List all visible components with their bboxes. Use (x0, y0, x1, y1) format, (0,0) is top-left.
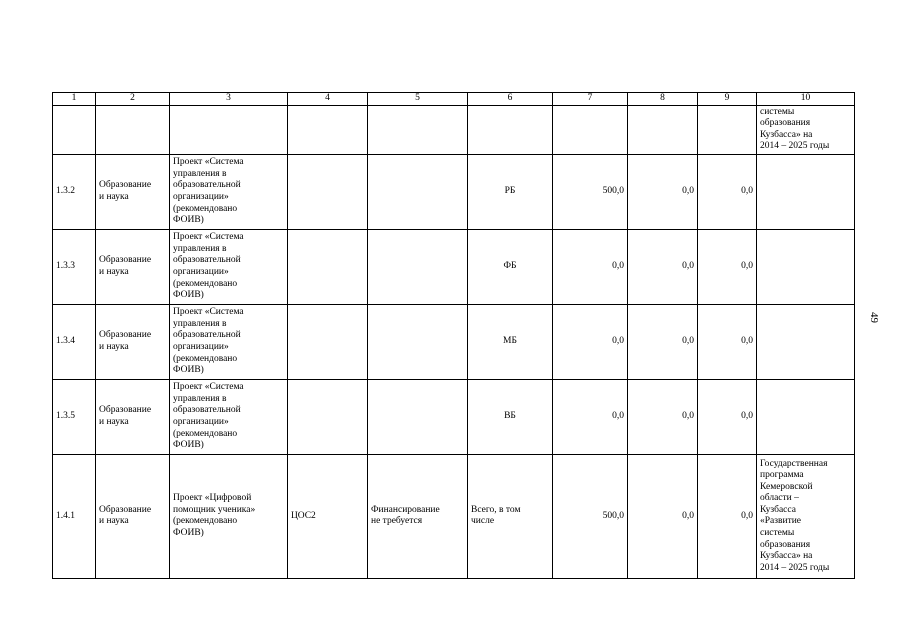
value-cell: 0,0 (698, 379, 757, 454)
cell (757, 229, 855, 304)
cell (368, 379, 468, 454)
cell (288, 154, 368, 229)
area-cell: Образование и наука (96, 229, 170, 304)
cell (553, 105, 628, 154)
value-cell: 0,0 (698, 154, 757, 229)
table-row (53, 154, 855, 229)
value-cell: 0,0 (553, 379, 628, 454)
item-code: 1.3.2 (53, 154, 96, 229)
program-name-cell: системы образования Кузбасса» на 2014 – 2025 годы (757, 105, 855, 154)
column-number: 5 (368, 93, 468, 106)
area-cell: Образование и наука (96, 154, 170, 229)
cell (368, 154, 468, 229)
item-code: 1.3.4 (53, 304, 96, 379)
project-cell: Проект «Система управления в образовательной организации» (рекомендовано ФОИВ) (170, 379, 288, 454)
funding-source: Всего, в том числе (468, 454, 553, 578)
project-cell: Проект «Цифровой помощник ученика» (рекомендовано ФОИВ) (170, 454, 288, 578)
column-number: 4 (288, 93, 368, 106)
cell (96, 105, 170, 154)
cell (53, 105, 96, 154)
value-cell: 0,0 (628, 229, 698, 304)
cell (698, 105, 757, 154)
value-cell: 0,0 (628, 454, 698, 578)
cell (757, 304, 855, 379)
funding-source: ФБ (468, 229, 553, 304)
cell (170, 105, 288, 154)
item-code: 1.4.1 (53, 454, 96, 578)
column-number: 6 (468, 93, 553, 106)
value-cell: 0,0 (628, 379, 698, 454)
column-number: 1 (53, 93, 96, 106)
project-cell: Проект «Система управления в образовательной организации» (рекомендовано ФОИВ) (170, 154, 288, 229)
value-cell: 500,0 (553, 154, 628, 229)
value-cell: 0,0 (553, 229, 628, 304)
cell (757, 154, 855, 229)
value-cell: 0,0 (628, 304, 698, 379)
column-number: 8 (628, 93, 698, 106)
cell (468, 105, 553, 154)
column-number-header-row (53, 93, 855, 106)
financing-note-cell: Финансирование не требуется (368, 454, 468, 578)
column-number: 3 (170, 93, 288, 106)
cell (368, 229, 468, 304)
cell (368, 105, 468, 154)
funding-source: МБ (468, 304, 553, 379)
column-number: 10 (757, 93, 855, 106)
cell (757, 379, 855, 454)
area-cell: Образование и наука (96, 454, 170, 578)
cell (288, 229, 368, 304)
program-name-cell: Государственная программа Кемеровской области – Кузбасса «Развитие системы образования Кузбасса» на 2014 – 2025 годы (757, 454, 855, 578)
column-number: 7 (553, 93, 628, 106)
area-cell: Образование и наука (96, 379, 170, 454)
column-number: 9 (698, 93, 757, 106)
table-row (53, 454, 855, 578)
item-code: 1.3.5 (53, 379, 96, 454)
cell (628, 105, 698, 154)
project-cell: Проект «Система управления в образовательной организации» (рекомендовано ФОИВ) (170, 304, 288, 379)
table-row (53, 304, 855, 379)
value-cell: 0,0 (553, 304, 628, 379)
table-row (53, 229, 855, 304)
value-cell: 500,0 (553, 454, 628, 578)
value-cell: 0,0 (628, 154, 698, 229)
item-code: 1.3.3 (53, 229, 96, 304)
value-cell: 0,0 (698, 454, 757, 578)
cell (288, 379, 368, 454)
table-row (53, 379, 855, 454)
continuation-row (53, 105, 855, 154)
column-number: 2 (96, 93, 170, 106)
page-number: 49 (868, 312, 880, 323)
cell (368, 304, 468, 379)
value-cell: 0,0 (698, 229, 757, 304)
area-cell: Образование и наука (96, 304, 170, 379)
indicator-code-cell: ЦОС2 (288, 454, 368, 578)
cell (288, 105, 368, 154)
budget-table (52, 92, 855, 579)
cell (288, 304, 368, 379)
value-cell: 0,0 (698, 304, 757, 379)
funding-source: РБ (468, 154, 553, 229)
funding-source: ВБ (468, 379, 553, 454)
project-cell: Проект «Система управления в образовательной организации» (рекомендовано ФОИВ) (170, 229, 288, 304)
